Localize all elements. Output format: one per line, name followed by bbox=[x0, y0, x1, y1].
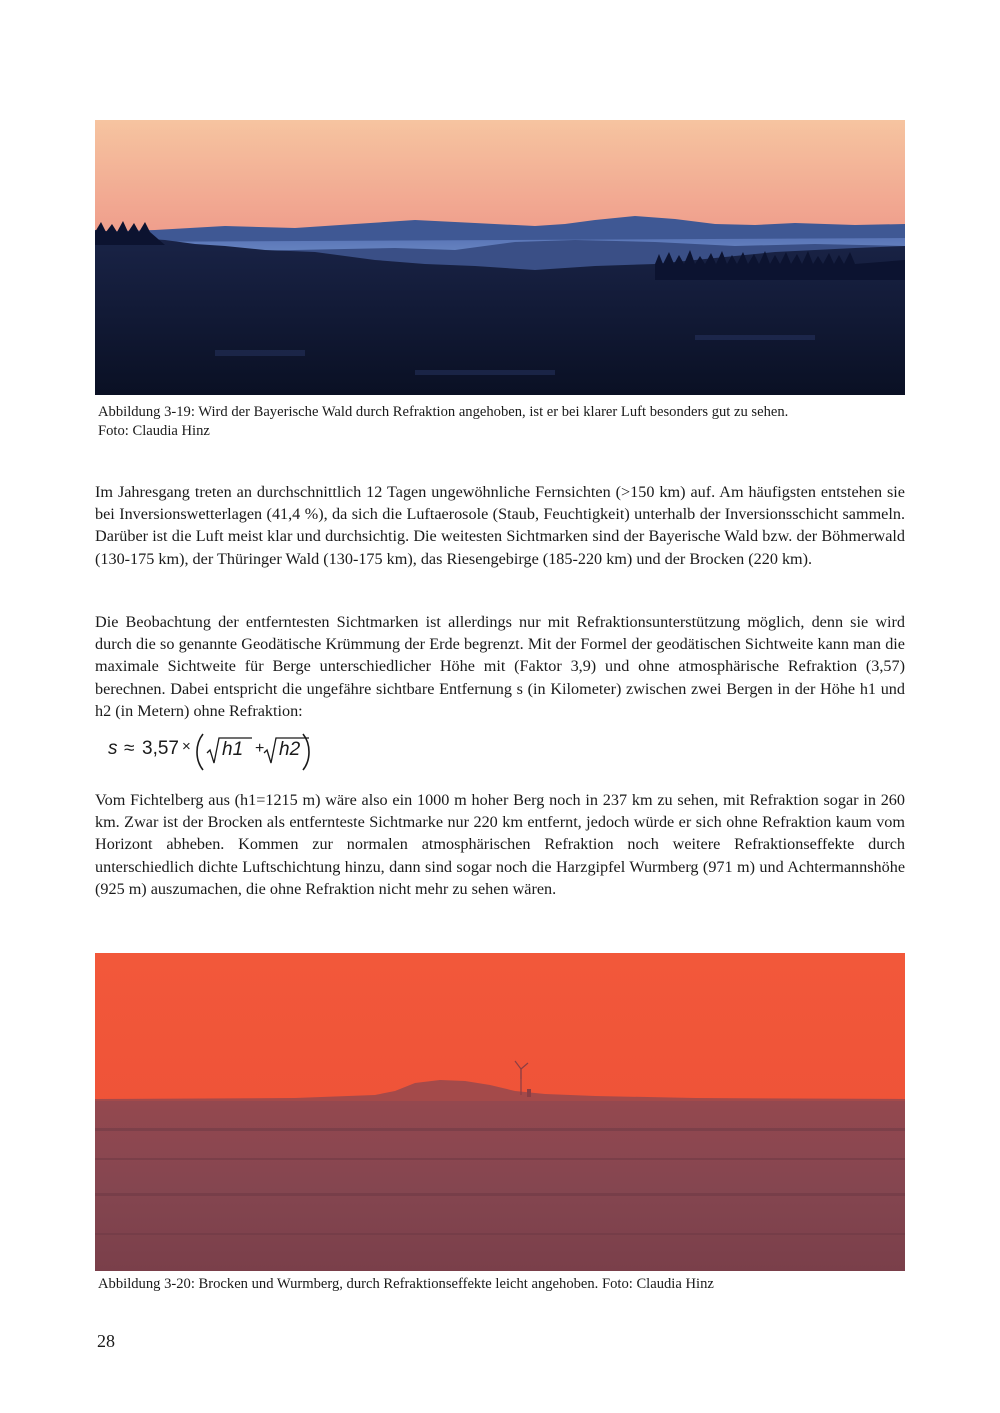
paragraph-fernsichten: Im Jahresgang treten an durchschnittlich 12 Tagen ungewöhnliche Fernsichten (>150 km) auf. Am häufigsten entstehen sie bei Inversionswetterlagen (41,4 %), da sich die Luftaerosole (Staub, Feuchtigkeit) unterhalb der Inversionsschicht sammeln. Darüber ist die Luft meist klar und durchsichtig. Die weitesten Sichtmarken sind der Bayerische Wald bzw. der Böhmerwald (130-175 km), der Thüringer Wald (130-175 km), das Riesengebirge (185-220 km) und der Brocken (220 km). bbox=[95, 483, 905, 568]
figure-2-caption: Abbildung 3-20: Brocken und Wurmberg, durch Refraktionseffekte leicht angehoben. Foto: Claudia Hinz bbox=[98, 1276, 714, 1292]
figure-1-caption-text: Abbildung 3-19: Wird der Bayerische Wald durch Refraktion angehoben, ist er bei klarer Luft besonders gut zu sehen. bbox=[98, 404, 789, 420]
photo-1-drawing bbox=[95, 120, 905, 395]
formula-factor: 3,57 bbox=[142, 738, 179, 759]
paragraph-beobachtung: Die Beobachtung der entferntesten Sichtmarken ist allerdings nur mit Refraktionsunterstützung möglich, denn sie wird durch die so genannte Geodätische Krümmung der Erde begrenzt. Mit der Formel der geodätischen Sichtweite kann man die maximale Sichtweite für Berge unterschiedlicher Höhe mit (Faktor 3,9) und ohne atmosphärische Refraktion (3,57) berechnen. Dabei entspricht die ungefähre sichtbare Entfernung s (in Kilometer) zwischen zwei Bergen in der Höhe h1 und h2 (in Metern) ohne Refraktion: bbox=[95, 613, 905, 720]
photo-brocken-wurmberg bbox=[95, 953, 905, 1271]
formula-approx: ≈ bbox=[124, 738, 135, 759]
formula-h1: h1 bbox=[222, 739, 244, 760]
formula-plus: + bbox=[255, 740, 265, 757]
figure-1-credit: Foto: Claudia Hinz bbox=[98, 423, 210, 439]
page-number: 28 bbox=[97, 1331, 115, 1351]
figure-1-caption bbox=[98, 403, 928, 441]
formula-s: s bbox=[108, 738, 118, 759]
photo-bayerischer-wald bbox=[95, 120, 905, 395]
lowland bbox=[95, 1101, 905, 1271]
formula-times: × bbox=[182, 738, 191, 755]
paragraph-fichtelberg: Vom Fichtelberg aus (h1=1215 m) wäre also ein 1000 m hoher Berg noch in 237 km zu sehen, mit Refraktion sogar in 260 km. Zwar ist der Brocken als entfernteste Sichtmarke nur 220 km entfernt, jedoch würde er sich ohne Refraktion kaum vom Horizont abheben. Kommen zur normalen atmosphärischen Refraktion noch weitere Refraktionseffekte durch unterschiedlich dichte Luftschichtung hinzu, dann sind sogar noch die Harzgipfel Wurmberg (971 m) und Achtermannshöhe (925 m) auszumachen, die ohne Refraktion nicht mehr zu sehen wären. bbox=[95, 791, 905, 898]
formula-h2: h2 bbox=[279, 739, 301, 760]
tower bbox=[527, 1089, 531, 1097]
photo-2-drawing bbox=[95, 953, 905, 1271]
